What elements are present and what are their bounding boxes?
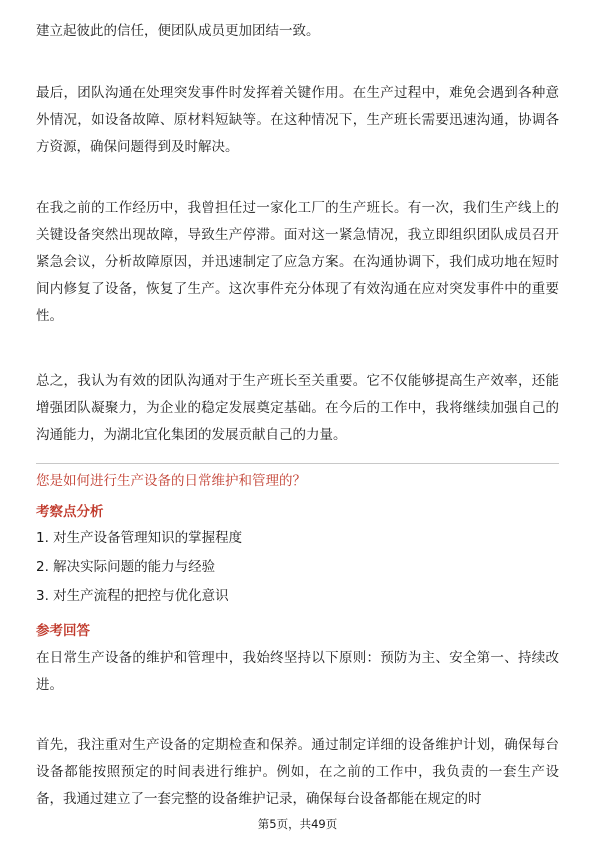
page-number: 第5页，共49页 bbox=[257, 817, 338, 831]
analysis-item: 3. 对生产流程的把控与优化意识 bbox=[36, 588, 229, 604]
answer-paragraph-principles: 在日常生产设备的维护和管理中，我始终坚持以下原则：预防为主、安全第一、持续改进。 bbox=[36, 650, 559, 693]
answer-label: 参考回答 bbox=[36, 623, 90, 639]
paragraph-work-experience: 在我之前的工作经历中，我曾担任过一家化工厂的生产班长。有一次，我们生产线上的关键设备突然出现故障，导致生产停滞。面对这一紧急情况，我立即组织团队成员召开紧急会议，分析故障原因，并迅速制定了应急方案。在沟通协调下，我们成功地在短时间内修复了设备，恢复了生产。这次事件充分体现了有效沟通在应对突发事件中的重要性。 bbox=[36, 200, 559, 324]
analysis-item: 2. 解决实际问题的能力与经验 bbox=[36, 559, 216, 575]
section-divider bbox=[36, 463, 559, 464]
paragraph-trust: 建立起彼此的信任，便团队成员更加团结一致。 bbox=[36, 23, 320, 39]
paragraph-emergency-communication: 最后，团队沟通在处理突发事件时发挥着关键作用。在生产过程中，难免会遇到各种意外情况，如设备故障、原材料短缺等。在这种情况下，生产班长需要迅速沟通，协调各方资源，确保问题得到及时解决。 bbox=[36, 85, 559, 155]
analysis-label: 考察点分析 bbox=[36, 504, 104, 520]
analysis-item: 1. 对生产设备管理知识的掌握程度 bbox=[36, 530, 243, 546]
paragraph-conclusion: 总之，我认为有效的团队沟通对于生产班长至关重要。它不仅能够提高生产效率，还能增强团队凝聚力，为企业的稳定发展奠定基础。在今后的工作中，我将继续加强自己的沟通能力，为湖北宜化集团的发展贡献自己的力量。 bbox=[36, 373, 559, 443]
question-heading: 您是如何进行生产设备的日常维护和管理的？ bbox=[36, 473, 306, 489]
document-page bbox=[36, 0, 559, 842]
answer-paragraph-maintenance: 首先，我注重对生产设备的定期检查和保养。通过制定详细的设备维护计划，确保每台设备都能按照预定的时间表进行维护。例如，在之前的工作中，我负责的一套生产设备，我通过建立了一套完整的设备维护记录，确保每台设备都能在规定的时 bbox=[36, 737, 559, 807]
